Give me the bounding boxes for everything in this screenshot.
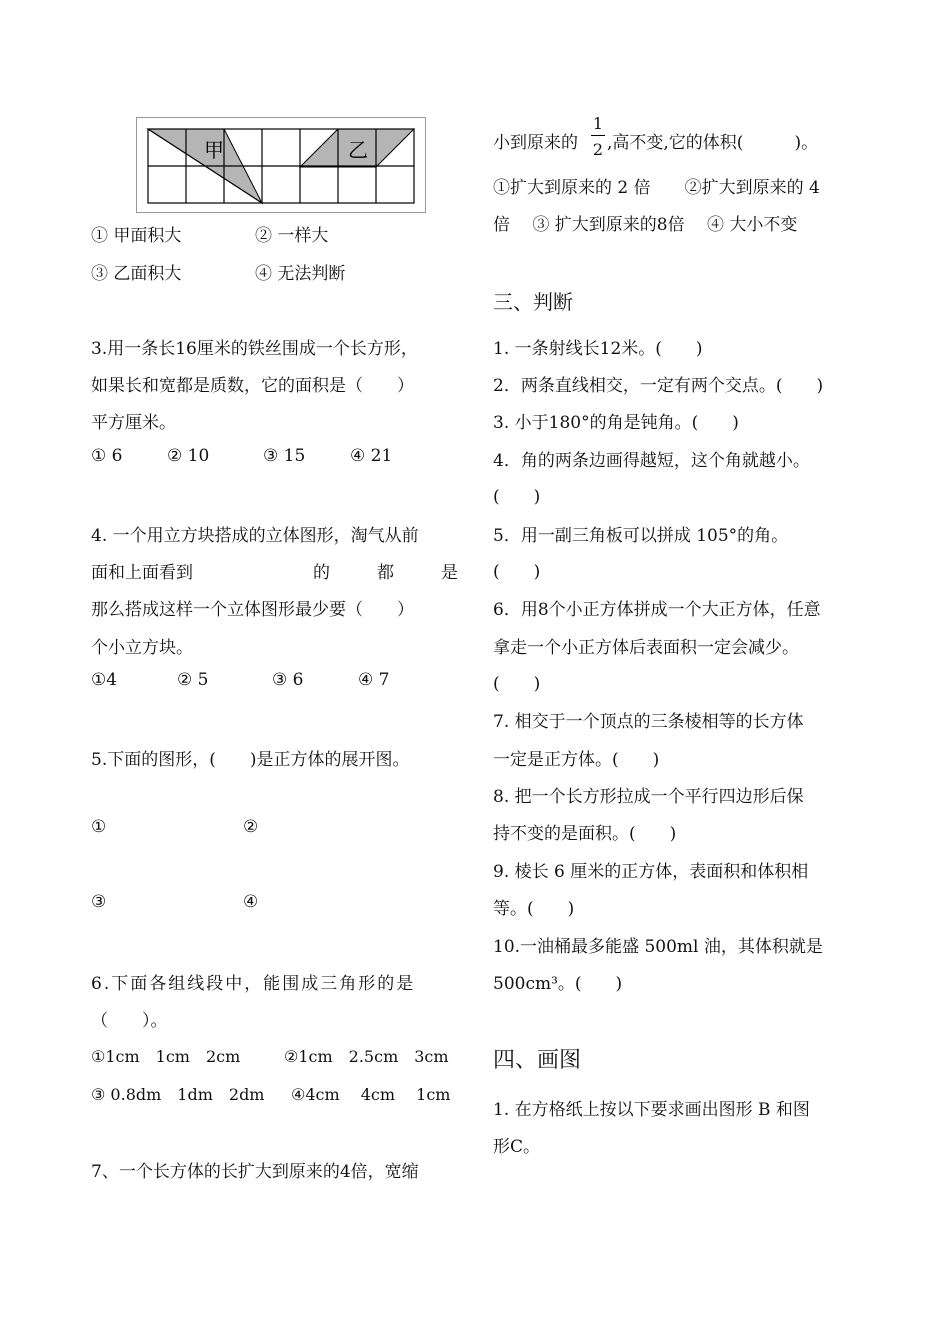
judge-item-8-cont: 持不变的是面积。( ) <box>493 824 677 844</box>
q7-options-line-1: ①扩大到原来的 2 倍 ②扩大到原来的 4 <box>493 178 820 198</box>
q7-fraction-denominator: 2 <box>592 140 604 159</box>
q3-line-1: 3.用一条长16厘米的铁丝围成一个长方形， <box>91 339 418 359</box>
q4-line-1: 4. 一个用立方块搭成的立体图形，淘气从前 <box>91 526 419 546</box>
q6-option-2: ②1cm 2.5cm 3cm <box>284 1047 449 1066</box>
q5-line: 5.下面的图形，( )是正方体的展开图。 <box>91 750 410 770</box>
q4-option-3: ③ 6 <box>272 670 304 690</box>
judge-item-7: 7. 相交于一个顶点的三条棱相等的长方体 <box>493 712 804 732</box>
q7-line-1: 7、一个长方体的长扩大到原来的4倍，宽缩 <box>91 1162 419 1182</box>
judge-item-4: 4．角的两条边画得越短，这个角就越小。 <box>493 451 810 471</box>
judge-item-10: 10.一油桶最多能盛 500ml 油，其体积就是 <box>493 937 823 957</box>
q2-option-4: ④ 无法判断 <box>255 264 346 284</box>
judge-item-6-cont: 拿走一个小正方体后表面积一定会减少。 <box>493 638 799 658</box>
judge-item-7-cont: 一定是正方体。( ) <box>493 750 660 770</box>
q3-option-2: ② 10 <box>167 446 210 466</box>
q3-line-2: 如果长和宽都是质数，它的面积是（ ） <box>91 376 414 396</box>
q5-option-3: ③ <box>91 892 107 912</box>
q4-line-4: 个小立方块。 <box>91 638 193 658</box>
q3-option-3: ③ 15 <box>263 446 306 466</box>
q7-line-2b: ,高不变,它的体积( )。 <box>607 133 819 153</box>
q4-line-2d: 是 <box>441 563 458 583</box>
q5-option-4: ④ <box>243 892 259 912</box>
area-comparison-figure <box>136 117 426 213</box>
judge-item-3: 3. 小于180°的角是钝角。( ) <box>493 413 739 433</box>
q7-fraction-numerator: 1 <box>592 114 604 133</box>
judge-item-1: 1. 一条射线长12米。( ) <box>493 339 703 359</box>
q4-line-2c: 都 <box>377 563 394 583</box>
q3-option-4: ④ 21 <box>350 446 393 466</box>
judge-item-4-paren: ( ) <box>493 487 541 507</box>
judge-item-2: 2．两条直线相交，一定有两个交点。( ) <box>493 376 824 396</box>
q4-option-2: ② 5 <box>177 670 209 690</box>
q4-line-2b: 的 <box>313 563 330 583</box>
q2-option-1: ① 甲面积大 <box>91 226 182 246</box>
judge-item-10-cont: 500cm³。( ) <box>493 974 623 994</box>
draw-item-1-cont: 形C。 <box>493 1137 541 1157</box>
judge-item-8: 8. 把一个长方形拉成一个平行四边形后保 <box>493 787 804 807</box>
q5-option-1: ① <box>91 817 107 837</box>
section-3-heading: 三、判断 <box>493 290 573 314</box>
q4-option-1: ①4 <box>91 670 118 690</box>
q6-line-2: （ ）。 <box>91 1011 168 1031</box>
judge-item-6-paren: ( ) <box>493 674 541 694</box>
q6-line-1: 6.下面各组线段中，能围成三角形的是 <box>91 974 416 994</box>
q2-option-3: ③ 乙面积大 <box>91 264 182 284</box>
q5-option-2: ② <box>243 817 259 837</box>
q6-option-1: ①1cm 1cm 2cm <box>91 1047 241 1066</box>
label-jia: 甲 <box>204 138 224 162</box>
q3-option-1: ① 6 <box>91 446 123 466</box>
judge-item-9: 9. 棱长 6 厘米的正方体，表面积和体积相 <box>493 862 809 882</box>
judge-item-9-cont: 等。( ) <box>493 899 575 919</box>
q7-options-line-2: 倍 ③ 扩大到原来的8倍 ④ 大小不变 <box>493 215 798 235</box>
q4-line-2a: 面和上面看到 <box>91 563 193 583</box>
q6-option-3: ③ 0.8dm 1dm 2dm <box>91 1085 265 1104</box>
q7-line-2a: 小到原来的 <box>493 133 578 153</box>
judge-item-6: 6．用8个小正方体拼成一个大正方体，任意 <box>493 600 821 620</box>
judge-item-5: 5．用一副三角板可以拼成 105°的角。 <box>493 526 789 546</box>
q4-line-3: 那么搭成这样一个立体图形最少要（ ） <box>91 600 414 620</box>
q3-line-3: 平方厘米。 <box>91 413 176 433</box>
judge-item-5-paren: ( ) <box>493 562 541 582</box>
q7-fraction-bar <box>591 135 605 136</box>
section-4-heading: 四、画图 <box>493 1048 582 1073</box>
q4-option-4: ④ 7 <box>358 670 390 690</box>
q6-option-4: ④4cm 4cm 1cm <box>291 1085 451 1104</box>
q2-option-2: ② 一样大 <box>255 226 329 246</box>
label-yi: 乙 <box>348 138 368 162</box>
draw-item-1: 1. 在方格纸上按以下要求画出图形 B 和图 <box>493 1100 810 1120</box>
